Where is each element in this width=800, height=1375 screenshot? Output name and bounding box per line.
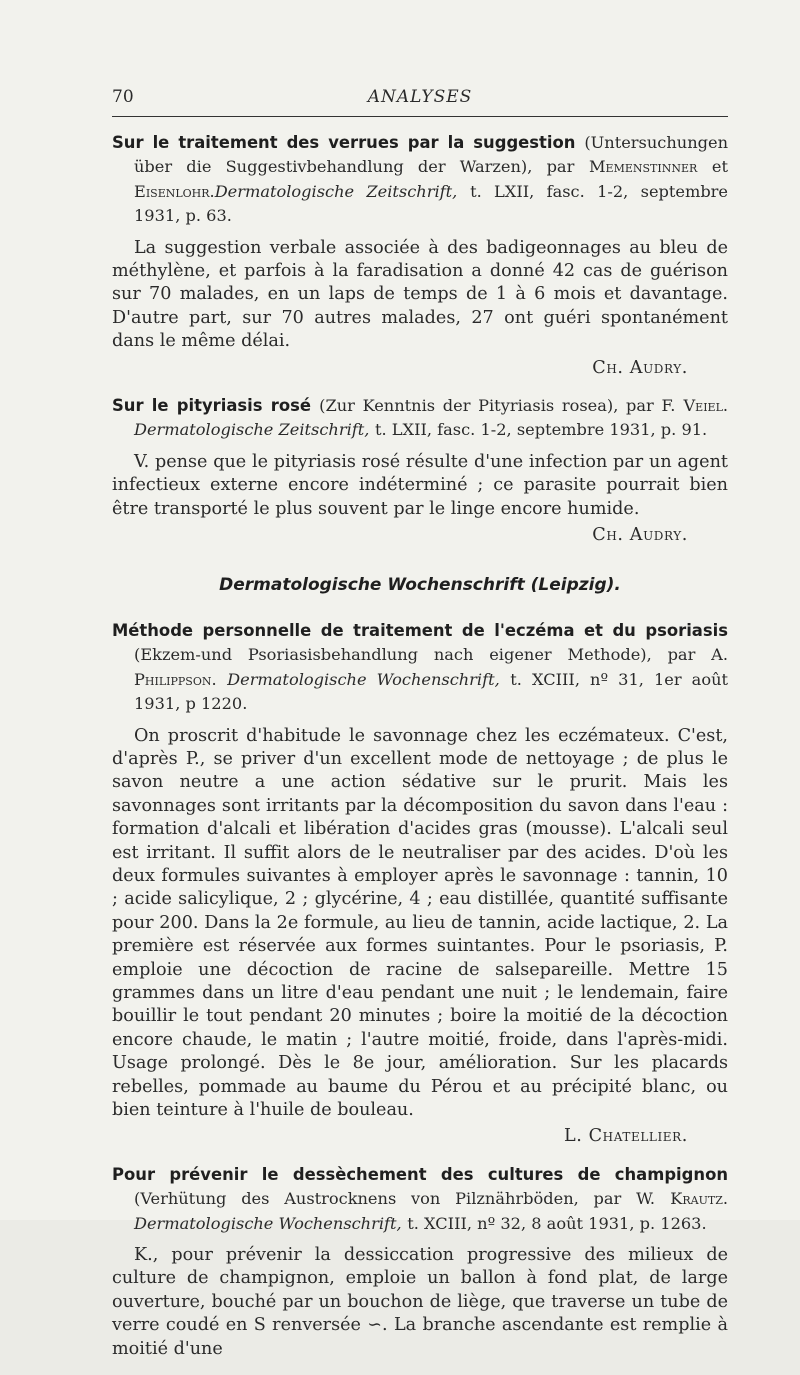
article-signature: Ch. Audry. bbox=[592, 525, 688, 546]
article-title: Sur le traitement des verrues par la suggestion bbox=[112, 133, 576, 152]
journal-name: Dermatologische Zeitschrift, bbox=[214, 181, 458, 201]
article-heading bbox=[112, 1163, 728, 1236]
running-head bbox=[112, 86, 728, 110]
author-name: Krautz. bbox=[670, 1189, 728, 1209]
article-reference: t. LXII, fasc. 1-2, septembre 1931, p. 91. bbox=[375, 420, 708, 440]
journal-name: Dermatologische Wochenschrift, bbox=[227, 669, 500, 689]
article-title: Méthode personnelle de traitement de l'eczéma et du psoriasis bbox=[112, 620, 728, 640]
article-verrues bbox=[112, 131, 728, 380]
section-title: ANALYSES bbox=[367, 87, 473, 107]
article-reference: (Ekzem-und Psoriasisbehandlung nach eigener Methode), par A. bbox=[134, 645, 728, 665]
journal-name: Dermatologische Wochenschrift, bbox=[134, 1213, 402, 1233]
author-name: Philippson. bbox=[134, 669, 217, 689]
article-reference: t. LXII, fasc. 1-2, septembre 1931, p. 63. bbox=[134, 181, 728, 226]
article-eczema bbox=[112, 619, 728, 1149]
article-paragraph: V. pense que le pityriasis rosé résulte d'une infection par un agent infectieux externe encore indéterminé ; ce parasite pourrait bien être transporté le plus souvent par le linge encore humide. bbox=[112, 451, 728, 519]
article-paragraph: On proscrit d'habitude le savonnage chez les eczémateux. C'est, d'après P., se priver d'un excellent mode de nettoyage ; de plus le savon neutre a une action sédative sur le prurit. Mais les savonnages sont irritants par la décomposition du savon dans l'eau : formation d'alcali et libération d'acides gras (mousse). L'alcali seul est irritant. Il suffit alors de le neutraliser par des acides. D'où les deux formules suivantes à employer après le savonnage : tannin, 10 ; acide salicylique, 2 ; glycérine, 4 ; eau distillée, quantité suffisante pour 200. Dans la 2e formule, au lieu de tannin, acide lactique, 2. La première est réservée aux formes suintantes. Pour le psoriasis, P. emploie une décoction de racine de salsepareille. Mettre 15 grammes dans un litre d'eau pendant une nuit ; le lendemain, faire bouillir le tout pendant 20 minutes ; boire la moitié de la décoction encore chaude, le matin ; l'autre moitié, froide, dans l'après-midi. Usage prolongé. Dès le 8e jour, amélioration. Sur les placards rebelles, pommade au baume du Pérou et au précipité blanc, ou bien teinture à l'huile de bouleau. bbox=[112, 725, 728, 1121]
article-pityriasis bbox=[112, 394, 728, 547]
article-title: Pour prévenir le dessèchement des cultures de champignon bbox=[112, 1164, 728, 1184]
journal-name: Dermatologische Zeitschrift, bbox=[134, 420, 370, 440]
page-content bbox=[112, 86, 728, 1375]
article-signature: L. Chatellier. bbox=[563, 1126, 688, 1147]
page-number: 70 bbox=[112, 87, 134, 107]
article-reference: t. XCIII, nº 32, 8 août 1931, p. 1263. bbox=[407, 1213, 707, 1233]
article-heading bbox=[112, 619, 728, 717]
article-reference: t. XCIII, nº 31, 1er août 1931, p 1220. bbox=[134, 669, 729, 714]
author-name: Eisenlohr. bbox=[134, 181, 215, 201]
article-heading bbox=[112, 394, 728, 443]
article-champignon bbox=[112, 1163, 728, 1361]
author-name: Veiel. bbox=[683, 396, 729, 416]
author-name: Memenstinner bbox=[588, 157, 698, 177]
article-reference: (Untersuchungen über die Suggestivbehandlung der Warzen), par bbox=[134, 133, 728, 177]
article-signature: Ch. Audry. bbox=[592, 357, 688, 378]
article-heading bbox=[112, 131, 728, 229]
article-paragraph: K., pour prévenir la dessiccation progressive des milieux de culture de champignon, emploie un ballon à fond plat, de large ouverture, bouché par un bouchon de liège, que traverse un tube de verre coudé en S renversée ∽. La branche ascendante est remplie à moitié d'une bbox=[112, 1245, 728, 1359]
article-paragraph: La suggestion verbale associée à des badigeonnages au bleu de méthylène, et parfois à la faradisation a donné 42 cas de guérison sur 70 malades, en un laps de temps de 1 à 6 mois et davantage. D'autre part, sur 70 autres malades, 27 ont guéri spontanément dans le même délai. bbox=[112, 237, 728, 352]
article-title: Sur le pityriasis rosé bbox=[112, 396, 312, 416]
article-reference: et bbox=[711, 157, 729, 177]
header-rule bbox=[112, 116, 728, 117]
journal-section-heading: Dermatologische Wochenschrift (Leipzig). bbox=[219, 574, 621, 595]
article-reference: (Zur Kenntnis der Pityriasis rosea), par F. bbox=[319, 396, 676, 416]
article-reference: (Verhütung des Austrocknens von Pilznährböden, par W. bbox=[134, 1189, 656, 1209]
